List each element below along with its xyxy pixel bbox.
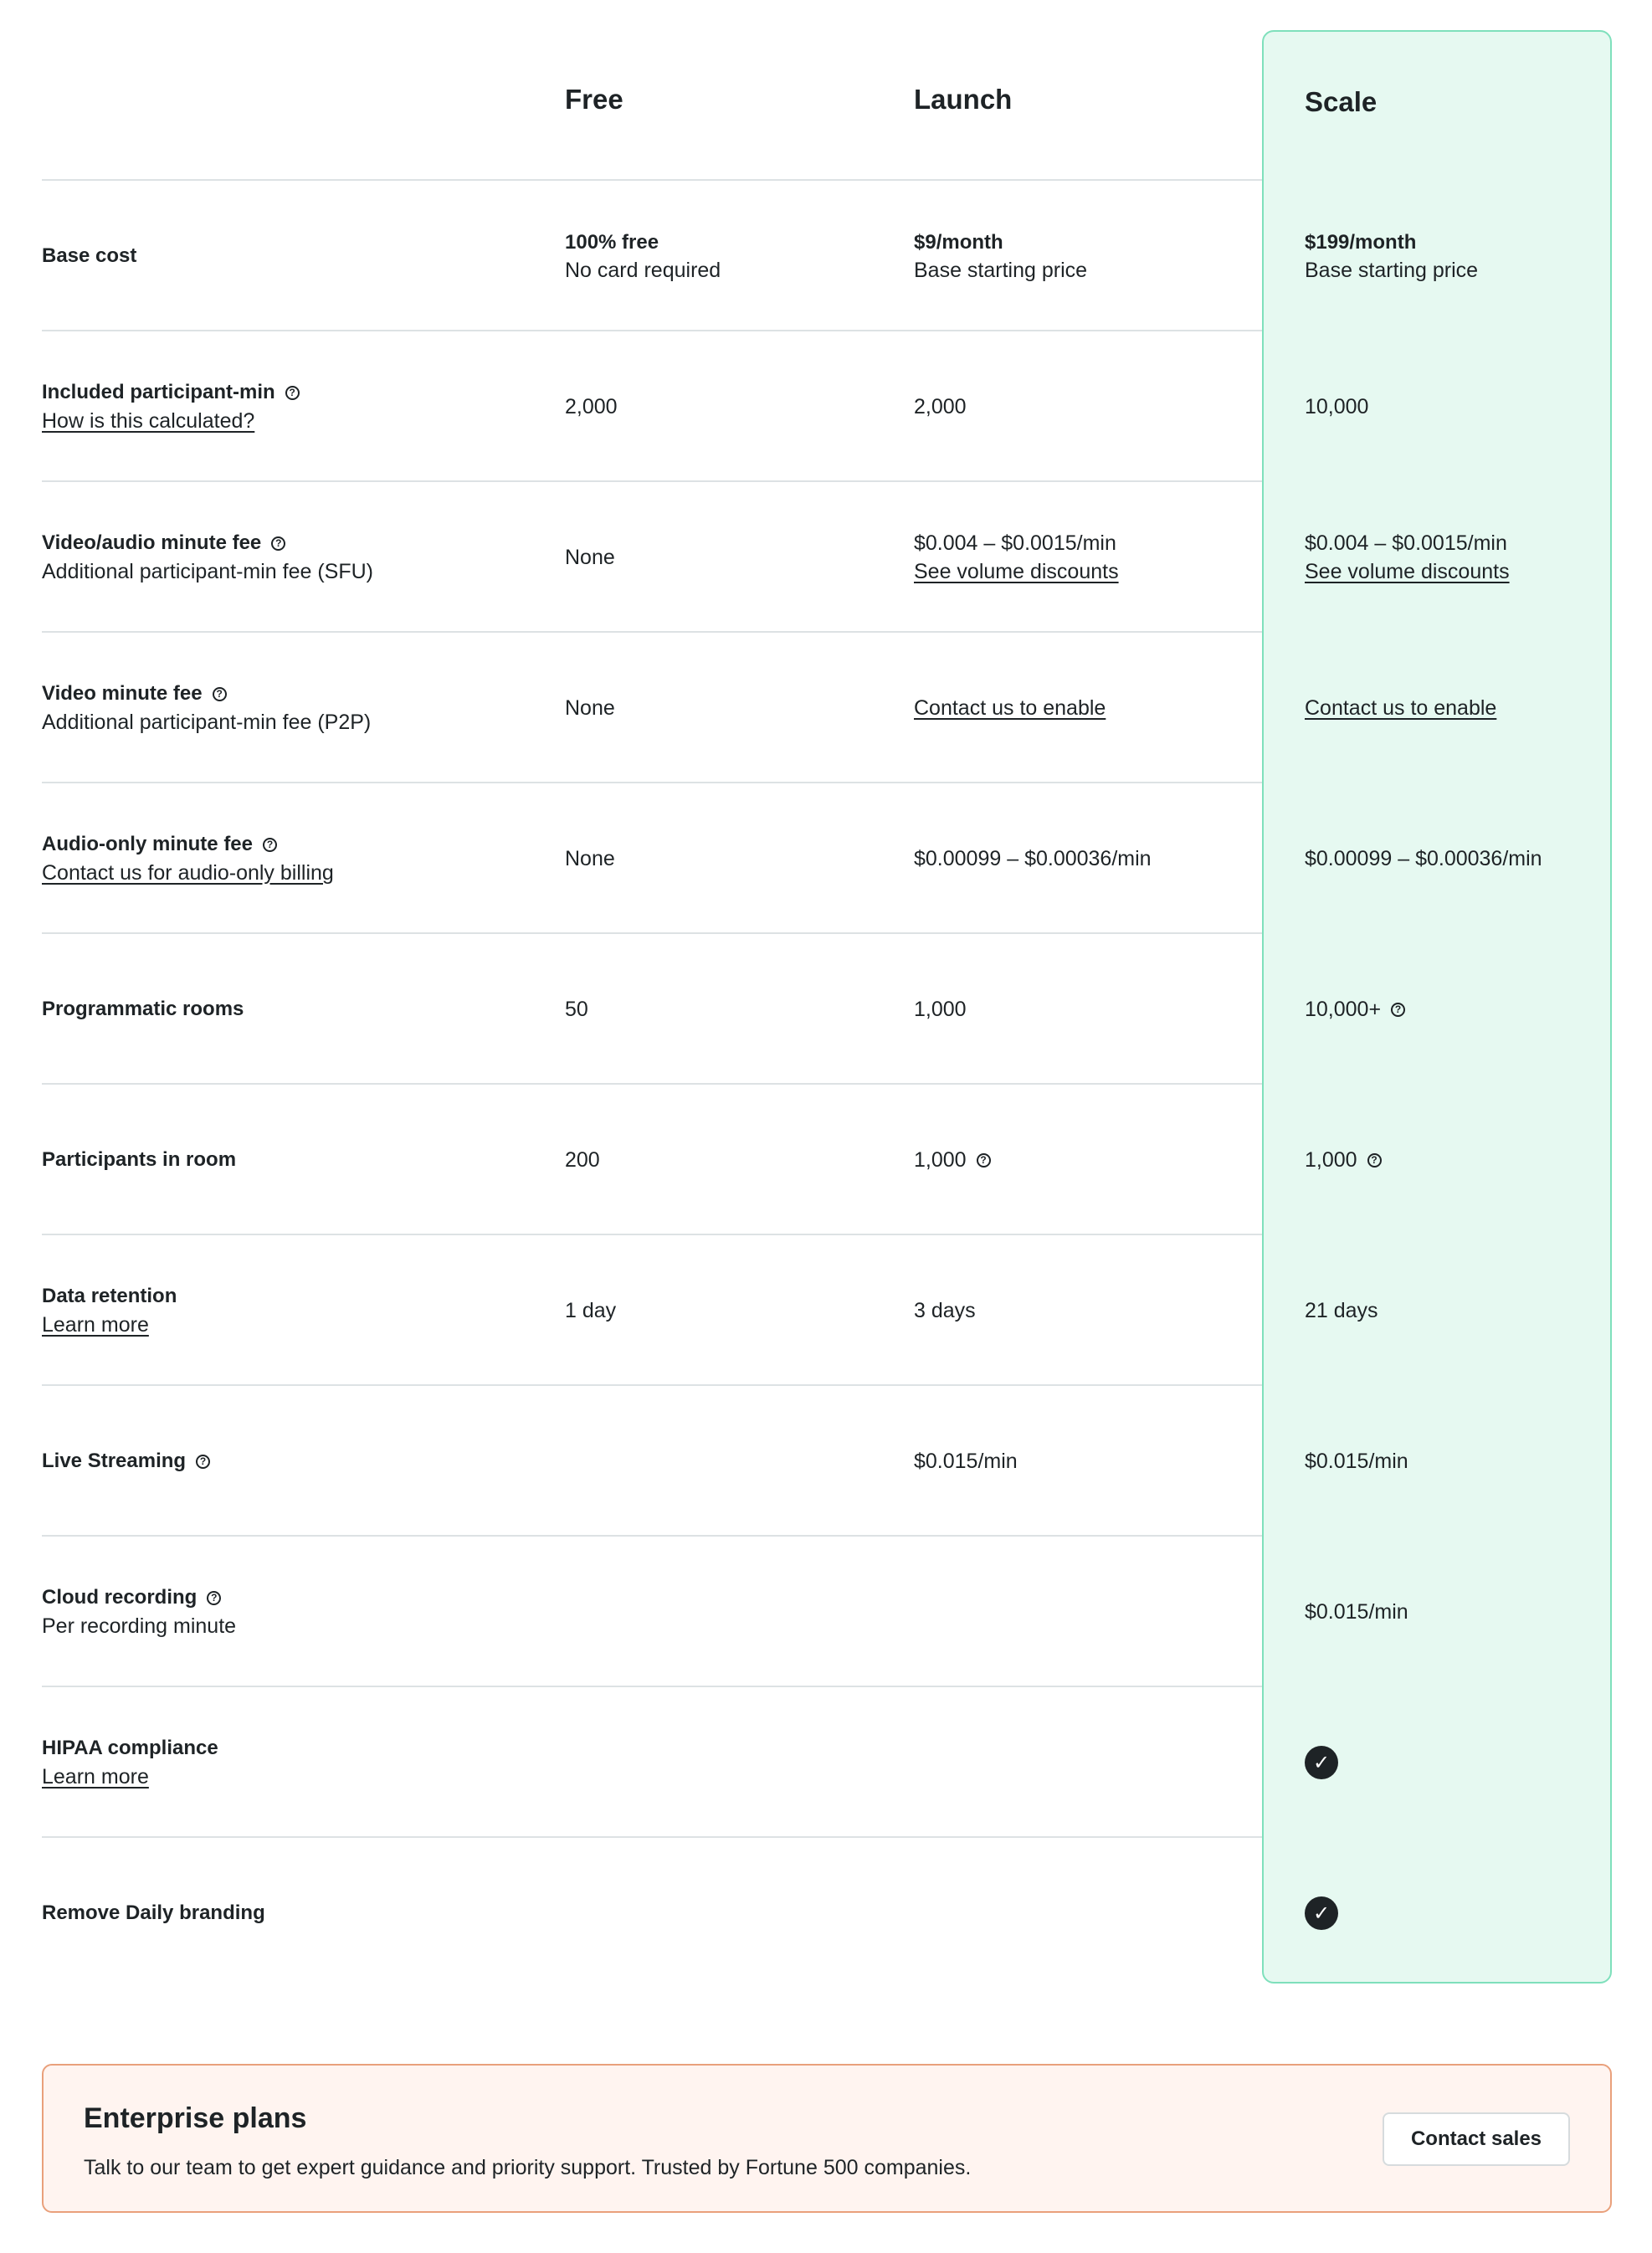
row-label: Base cost (42, 244, 137, 267)
free-participants: 200 (565, 1148, 600, 1172)
scale-participants: 1,000 (1305, 1148, 1357, 1172)
free-audio-only-fee: None (565, 847, 615, 870)
audio-only-billing-link[interactable]: Contact us for audio-only billing (42, 861, 334, 885)
table-row-branding (42, 1836, 1331, 1989)
launch-base-cost: $9/month (914, 230, 1003, 254)
free-video-audio-fee: None (565, 546, 615, 569)
free-retention: 1 day (565, 1299, 617, 1322)
free-included-min: 2,000 (565, 395, 618, 418)
row-sublabel: Additional participant-min fee (P2P) (42, 711, 372, 734)
free-base-cost-note: No card required (565, 258, 721, 282)
table-row-retention (42, 1234, 1378, 1386)
help-icon[interactable]: ? (213, 687, 227, 701)
help-icon[interactable]: ? (271, 536, 285, 551)
row-label: Video minute fee (42, 682, 203, 705)
table-row-video-fee (42, 631, 1497, 783)
table-row-audio-only-fee (42, 782, 1542, 934)
scale-recording: $0.015/min (1305, 1600, 1408, 1624)
scale-audio-only-fee: $0.00099 – $0.00036/min (1305, 847, 1542, 870)
row-label: Remove Daily branding (42, 1901, 265, 1924)
row-label: Programmatic rooms (42, 998, 244, 1020)
launch-included-min: 2,000 (914, 395, 967, 418)
table-row-rooms (42, 932, 1402, 1085)
how-calculated-link[interactable]: How is this calculated? (42, 409, 255, 433)
contact-sales-button[interactable]: Contact sales (1383, 2112, 1570, 2166)
help-icon[interactable]: ? (196, 1455, 210, 1469)
row-label: Video/audio minute fee (42, 531, 262, 554)
plan-header-scale: Scale (1305, 86, 1378, 117)
table-row-hipaa (42, 1686, 1331, 1838)
table-row-included-min (42, 330, 1369, 482)
plan-header-launch: Launch (914, 84, 1013, 115)
help-icon[interactable]: ? (207, 1591, 221, 1605)
help-icon[interactable]: ? (977, 1153, 991, 1168)
free-base-cost: 100% free (565, 230, 659, 254)
scale-video-audio-fee: $0.004 – $0.0015/min (1305, 531, 1507, 555)
table-row-participants (42, 1083, 1378, 1235)
launch-base-cost-note: Base starting price (914, 258, 1088, 282)
scale-base-cost-note: Base starting price (1305, 258, 1479, 282)
enterprise-description: Talk to our team to get expert guidance and priority support. Trusted by Fortune 500 companies. (84, 2156, 972, 2179)
help-icon[interactable]: ? (1391, 1003, 1405, 1017)
launch-contact-enable-link[interactable]: Contact us to enable (914, 696, 1106, 720)
row-label: Participants in room (42, 1148, 237, 1171)
hipaa-learn-more-link[interactable]: Learn more (42, 1765, 149, 1789)
row-label: Live Streaming (42, 1450, 187, 1472)
check-circle-icon: ✓ (1305, 1896, 1338, 1930)
scale-retention: 21 days (1305, 1299, 1378, 1322)
launch-rooms: 1,000 (914, 998, 967, 1021)
enterprise-title: Enterprise plans (84, 2102, 307, 2134)
row-label: Included participant-min (42, 381, 275, 403)
scale-rooms: 10,000+ (1305, 998, 1382, 1021)
launch-streaming: $0.015/min (914, 1450, 1018, 1473)
free-rooms: 50 (565, 998, 588, 1021)
scale-included-min: 10,000 (1305, 395, 1369, 418)
plan-header-free: Free (565, 84, 623, 115)
row-label: Cloud recording (42, 1586, 198, 1609)
scale-volume-discounts-link[interactable]: See volume discounts (1305, 560, 1510, 583)
table-row-video-audio-fee (42, 480, 1510, 633)
launch-retention: 3 days (914, 1299, 976, 1322)
launch-video-audio-fee: $0.004 – $0.0015/min (914, 531, 1116, 555)
table-row-base-cost (42, 179, 1479, 331)
help-icon[interactable]: ? (263, 838, 277, 852)
row-sublabel: Per recording minute (42, 1614, 237, 1638)
check-circle-icon: ✓ (1305, 1746, 1338, 1779)
table-row-recording (42, 1535, 1408, 1687)
scale-streaming: $0.015/min (1305, 1450, 1408, 1473)
row-label: Audio-only minute fee (42, 833, 253, 855)
row-label: Data retention (42, 1285, 177, 1307)
row-label: HIPAA compliance (42, 1737, 218, 1759)
launch-volume-discounts-link[interactable]: See volume discounts (914, 560, 1119, 583)
scale-base-cost: $199/month (1305, 230, 1417, 254)
help-icon[interactable]: ? (1367, 1153, 1382, 1168)
enterprise-banner (42, 2064, 1612, 2213)
launch-audio-only-fee: $0.00099 – $0.00036/min (914, 847, 1152, 870)
free-video-fee: None (565, 696, 615, 720)
launch-participants: 1,000 (914, 1148, 967, 1172)
retention-learn-more-link[interactable]: Learn more (42, 1313, 149, 1337)
scale-contact-enable-link[interactable]: Contact us to enable (1305, 696, 1497, 720)
row-sublabel: Additional participant-min fee (SFU) (42, 560, 373, 583)
table-row-streaming (42, 1384, 1408, 1537)
help-icon[interactable]: ? (285, 386, 300, 400)
